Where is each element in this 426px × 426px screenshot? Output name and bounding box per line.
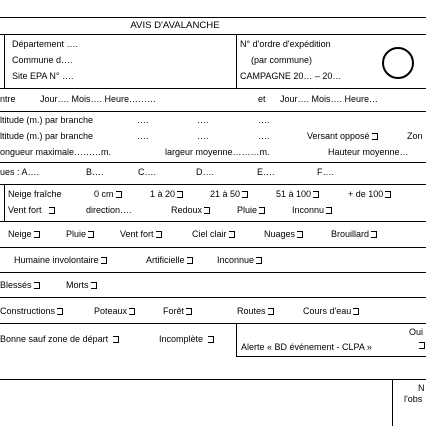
meteo-vent-fort-option[interactable] [120, 229, 162, 239]
morts-option[interactable] [66, 280, 97, 290]
option-label: 51 à 100 [276, 189, 312, 199]
bonne-sauf-zone-option[interactable] [0, 334, 119, 344]
artificielle-option[interactable] [146, 255, 193, 265]
checkbox[interactable] [242, 191, 248, 198]
type-b-field[interactable]: B…. [86, 167, 104, 177]
altitude-field-2a[interactable]: …. [137, 131, 149, 141]
type-c-field[interactable]: C…. [138, 167, 156, 177]
versant-oppose-checkbox[interactable] [372, 133, 378, 140]
option-label: Brouillard [331, 229, 370, 239]
option-label: Cours d'eau [303, 306, 352, 316]
rule [0, 88, 426, 89]
pluie-option[interactable] [237, 205, 265, 215]
rule [0, 34, 426, 35]
oui-label: Oui [409, 327, 424, 337]
foret-option[interactable] [163, 306, 192, 316]
option-label: Nuages [264, 229, 296, 239]
rule [0, 17, 426, 18]
altitude-label-2: ltitude (m.) par branche [0, 131, 94, 141]
checkbox[interactable] [204, 207, 210, 214]
checkbox[interactable] [385, 191, 391, 198]
checkbox[interactable] [186, 308, 192, 315]
alerte-oui-checkbox[interactable] [419, 342, 425, 349]
largeur-field[interactable]: largeur moyenne………m. [165, 147, 270, 157]
rule [4, 34, 5, 88]
versant-oppose-option[interactable] [307, 131, 378, 141]
date-and-label: et [258, 94, 266, 104]
par-commune-label: (par commune) [251, 55, 313, 65]
neige-fraiche-label: Neige fraîche [8, 189, 62, 199]
inconnue-option[interactable] [217, 255, 262, 265]
routes-option[interactable] [237, 306, 274, 316]
order-number-circle[interactable] [382, 47, 414, 79]
rule [0, 247, 426, 248]
rule [0, 111, 426, 112]
type-a-field[interactable]: ues : A…. [0, 167, 40, 177]
zone-label: Zon [407, 131, 423, 141]
rule [4, 184, 5, 221]
checkbox[interactable] [353, 308, 359, 315]
neige-fraiche-option-1-20[interactable] [150, 189, 183, 199]
checkbox[interactable] [187, 257, 193, 264]
meteo-neige-option[interactable] [8, 229, 40, 239]
inconnu-option[interactable] [292, 205, 332, 215]
option-label: Inconnue [217, 255, 255, 265]
meteo-ciel-clair-option[interactable] [192, 229, 235, 239]
rule [0, 379, 426, 380]
option-label: Neige [8, 229, 32, 239]
poteaux-option[interactable] [94, 306, 135, 316]
type-e-field[interactable]: E…. [257, 167, 275, 177]
checkbox[interactable] [101, 257, 107, 264]
redoux-option[interactable] [171, 205, 210, 215]
order-number-label: N° d'ordre d'expédition [240, 39, 331, 49]
rule [0, 162, 426, 163]
checkbox[interactable] [91, 282, 97, 289]
type-d-field[interactable]: D…. [196, 167, 214, 177]
meteo-nuages-option[interactable] [264, 229, 303, 239]
altitude-field-1b[interactable]: …. [197, 115, 209, 125]
departement-field[interactable]: Département …. [12, 39, 79, 49]
option-label: Incomplète [159, 334, 204, 344]
rule [0, 184, 426, 185]
checkbox[interactable] [297, 231, 303, 238]
rule [236, 34, 237, 88]
altitude-field-2c[interactable]: …. [258, 131, 270, 141]
date-between-label: ntre [0, 94, 16, 104]
campagne-field[interactable]: CAMPAGNE 20… – 20… [240, 71, 342, 81]
constructions-option[interactable] [0, 306, 63, 316]
option-label: Morts [66, 280, 89, 290]
option-label: Artificielle [146, 255, 185, 265]
meteo-pluie-option[interactable] [66, 229, 94, 239]
humaine-involontaire-option[interactable] [14, 255, 107, 265]
checkbox[interactable] [268, 308, 274, 315]
neige-fraiche-option-plus-100[interactable] [348, 189, 391, 199]
option-label: 0 cm [94, 189, 114, 199]
option-label: Constructions [0, 306, 56, 316]
rule [0, 297, 426, 298]
blesses-option[interactable] [0, 280, 40, 290]
date-end-field[interactable]: Jour…. Mois…. Heure… [280, 94, 379, 104]
checkbox[interactable] [229, 231, 235, 238]
option-label: Redoux [171, 205, 203, 215]
checkbox[interactable] [259, 207, 265, 214]
rule [0, 272, 426, 273]
rule [236, 323, 237, 356]
option-label: Routes [237, 306, 266, 316]
vent-direction-field[interactable]: direction…. [86, 205, 132, 215]
option-label: Forêt [163, 306, 185, 316]
footer-n-label: N [418, 383, 425, 393]
checkbox[interactable] [49, 207, 55, 214]
rule [236, 356, 426, 357]
alerte-clpa-label: Alerte « BD événement - CLPA » [241, 342, 372, 352]
checkbox[interactable] [208, 336, 214, 343]
cours-d-eau-option[interactable] [303, 306, 359, 316]
checkbox[interactable] [57, 308, 63, 315]
option-label: Inconnu [292, 205, 325, 215]
site-epa-field[interactable]: Site EPA N° …. [12, 71, 74, 81]
option-label: + de 100 [348, 189, 384, 199]
option-label: Humaine involontaire [14, 255, 99, 265]
option-label: Pluie [237, 205, 258, 215]
neige-fraiche-option-21-50[interactable] [210, 189, 248, 199]
date-start-field[interactable]: Jour…. Mois…. Heure……… [40, 94, 157, 104]
option-label: Blessés [0, 280, 32, 290]
checkbox[interactable] [371, 231, 377, 238]
neige-fraiche-option-51-100[interactable] [276, 189, 319, 199]
checkbox[interactable] [34, 282, 40, 289]
footer-observer-label: l'obs [404, 394, 423, 404]
neige-fraiche-option-0cm[interactable] [94, 189, 122, 199]
option-label: 1 à 20 [150, 189, 176, 199]
checkbox[interactable] [256, 257, 262, 264]
altitude-field-2b[interactable]: …. [197, 131, 209, 141]
option-label: Pluie [66, 229, 87, 239]
rule [0, 221, 426, 222]
option-label: Ciel clair [192, 229, 227, 239]
hauteur-field[interactable]: Hauteur moyenne… [328, 147, 409, 157]
rule [0, 323, 426, 324]
checkbox[interactable] [113, 336, 119, 343]
option-label: 21 à 50 [210, 189, 241, 199]
checkbox[interactable] [326, 207, 332, 214]
option-label: Vent fort [8, 205, 42, 215]
form-title: AVIS D'AVALANCHE [130, 20, 220, 31]
option-label: Vent fort [120, 229, 154, 239]
checkbox[interactable] [116, 191, 122, 198]
altitude-field-1a[interactable]: …. [137, 115, 149, 125]
altitude-field-1c[interactable]: …. [258, 115, 270, 125]
option-label: Poteaux [94, 306, 128, 316]
vent-fort-option[interactable] [8, 205, 55, 215]
type-f-field[interactable]: F…. [317, 167, 334, 177]
checkbox[interactable] [313, 191, 319, 198]
option-label: Bonne sauf zone de départ [0, 334, 109, 344]
incomplete-option[interactable] [159, 334, 214, 344]
checkbox[interactable] [34, 231, 40, 238]
meteo-brouillard-option[interactable] [331, 229, 377, 239]
altitude-label-1: ltitude (m.) par branche [0, 115, 94, 125]
longueur-field[interactable]: ongueur maximale………m. [0, 147, 112, 157]
versant-oppose-label: Versant opposé [307, 131, 370, 141]
checkbox[interactable] [177, 191, 183, 198]
checkbox[interactable] [88, 231, 94, 238]
checkbox[interactable] [156, 231, 162, 238]
checkbox[interactable] [129, 308, 135, 315]
commune-field[interactable]: Commune d…. [12, 55, 73, 65]
rule [392, 379, 393, 426]
